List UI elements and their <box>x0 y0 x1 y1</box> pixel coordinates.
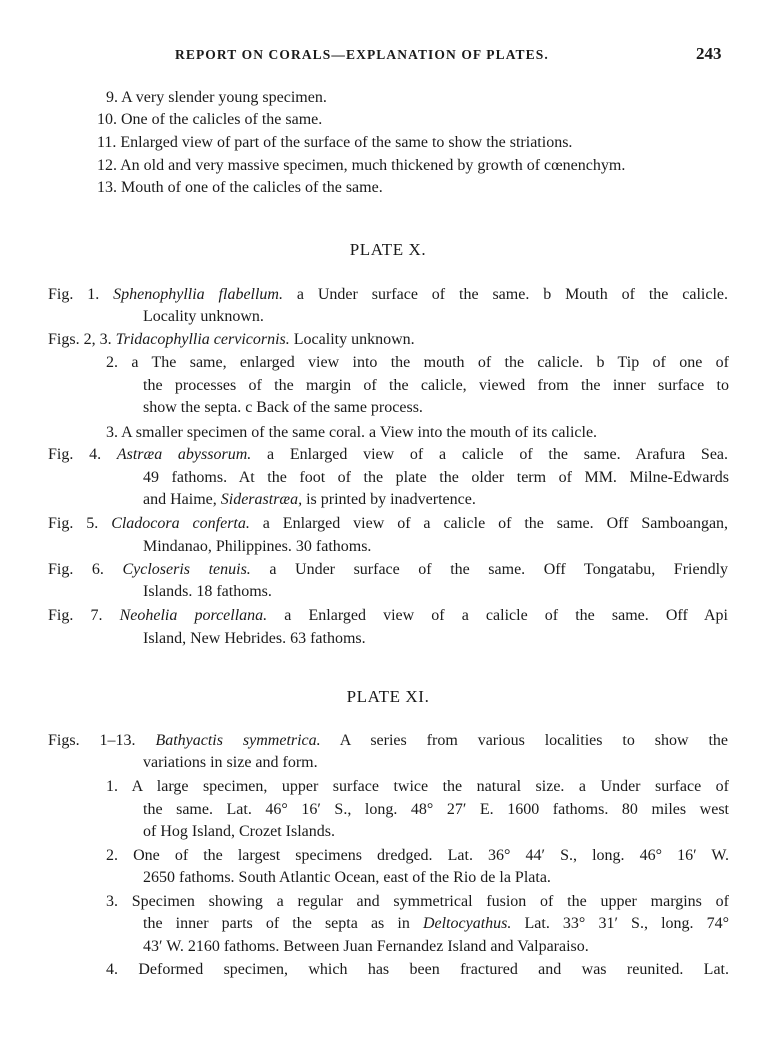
running-title: REPORT ON CORALS—EXPLANATION OF PLATES. <box>175 47 549 62</box>
plate-xi-item3-line3: 43′ W. 2160 fathoms. Between Juan Fernandez Island and Valparaiso. <box>143 938 589 955</box>
plate-xi-heading: PLATE XI. <box>346 687 430 706</box>
plate-x-figs-2-3: Figs. 2, 3. Tridacophyllia cervicornis. Locality unknown. <box>48 331 415 348</box>
plate-x-fig6: Fig. 6. Cycloseris tenuis. a Under surface of the same. Off Tongatabu, Friendly <box>48 561 729 578</box>
plate-xi-item2-line1: 2. One of the largest specimens dredged. Lat. 36° 44′ S., long. 46° 16′ W. <box>106 847 729 864</box>
plate-xi-item1-line2: the same. Lat. 46° 16′ S., long. 48° 27′ E. 1600 fathoms. 80 miles west <box>143 801 729 818</box>
plate-xi-item1-line3: of Hog Island, Crozet Islands. <box>143 823 335 840</box>
plate-x-fig3: 3. A smaller specimen of the same coral. a View into the mouth of its calicle. <box>106 424 598 441</box>
plate-x-fig6-line2: Islands. 18 fathoms. <box>143 583 272 600</box>
plate-x-fig4-line2: 49 fathoms. At the foot of the plate the older term of MM. Milne-Edwards <box>143 469 729 486</box>
list-item: 11. Enlarged view of part of the surface of the same to show the striations. <box>97 134 573 151</box>
plate-x-fig2-line3: show the septa. c Back of the same process. <box>143 399 423 416</box>
plate-x-fig4-line3: and Haime, Siderastræa, is printed by inadvertence. <box>143 491 476 508</box>
plate-x-fig7-line2: Island, New Hebrides. 63 fathoms. <box>143 630 366 647</box>
list-item: 9. A very slender young specimen. <box>106 89 327 106</box>
plate-x-fig2-line2: the processes of the margin of the calicle, viewed from the inner surface to <box>143 377 729 394</box>
plate-xi-figs-line2: variations in size and form. <box>143 754 318 771</box>
plate-x-fig2-line1: 2. a The same, enlarged view into the mouth of the calicle. b Tip of one of <box>106 354 729 371</box>
plate-x-fig4: Fig. 4. Astræa abyssorum. a Enlarged view of a calicle of the same. Arafura Sea. <box>48 446 729 463</box>
plate-xi-figs-1-13: Figs. 1–13. Bathyactis symmetrica. A series from various localities to show the <box>48 732 729 749</box>
plate-xi-item4-line1: 4. Deformed specimen, which has been fractured and was reunited. Lat. <box>106 961 729 978</box>
plate-x-fig5-line2: Mindanao, Philippines. 30 fathoms. <box>143 538 372 555</box>
plate-x-fig7: Fig. 7. Neohelia porcellana. a Enlarged view of a calicle of the same. Off Api <box>48 607 728 624</box>
plate-x-fig5: Fig. 5. Cladocora conferta. a Enlarged view of a calicle of the same. Off Samboangan, <box>48 515 729 532</box>
plate-x-heading: PLATE X. <box>349 240 427 259</box>
plate-xi-item1-line1: 1. A large specimen, upper surface twice the natural size. a Under surface of <box>106 778 729 795</box>
plate-xi-item2-line2: 2650 fathoms. South Atlantic Ocean, east of the Rio de la Plata. <box>143 869 551 886</box>
plate-xi-item3-line2: the inner parts of the septa as in Deltocyathus. Lat. 33° 31′ S., long. 74° <box>143 915 730 932</box>
list-item: 10. One of the calicles of the same. <box>97 111 323 128</box>
plate-xi-item3-line1: 3. Specimen showing a regular and symmetrical fusion of the upper margins of <box>106 893 729 910</box>
page-header <box>0 44 776 71</box>
plate-x-fig1-cont: Locality unknown. <box>143 308 264 325</box>
plate-x-fig1: Fig. 1. Sphenophyllia flabellum. a Under surface of the same. b Mouth of the calicle. <box>48 286 729 303</box>
list-item: 13. Mouth of one of the calicles of the same. <box>97 179 383 196</box>
page-number: 243 <box>696 44 722 63</box>
list-item: 12. An old and very massive specimen, much thickened by growth of cœnenchym. <box>97 157 626 174</box>
